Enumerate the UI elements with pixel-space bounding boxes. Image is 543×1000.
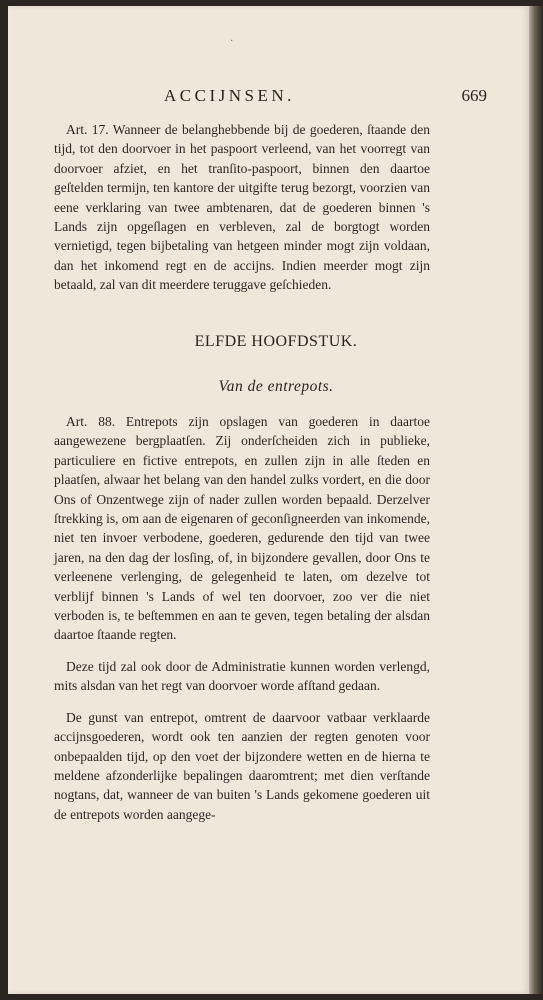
book-page	[8, 6, 529, 994]
paragraph-art-88: Art. 88. Entrepots zijn opslagen van goederen in daartoe aangewezene bergplaatſen. Zij onderſcheiden zich in publieke, particuliere en fictive entrepots, en zullen zijn in alle ſteden en plaatſen, alwaar het belang van den handel zulks vordert, en die door Ons of Onzentwege zijn of nader zullen worden bepaald. Derzelver ſtrekking is, om aan de eigenaren of geconſigneerden van inkomende, niet ten invoer verbodene, goederen, gedurende den tijd van twee jaren, na den dag der losſing, of, in bijzondere gevallen, door Ons te verleenene verlenging, de gelegenheid te laten, om dezelve tot verblijf binnen 's Lands of wel ten doorvoer, zoo ver die niet verboden is, te beſtemmen en aan te geven, tegen betaling der alsdan daartoe ſtaande regten.	[54, 414, 430, 643]
section-title: Van de entrepots.	[218, 378, 334, 395]
page-number: 669	[461, 86, 487, 105]
paragraph-entrepot-favor: De gunst van entrepot, omtrent de daarvoor vatbaar verklaarde accijnsgoederen, wordt ook ten aanzien der regten genoten voor onbepaalden tijd, op den voet der bijzondere wetten en de hierna te meldene afzonderlijke bepalingen daaromtrent; met dien verſtande nogtans, dat, wanneer de van buiten 's Lands gekomene goederen uit de entrepots worden aangege-	[54, 709, 430, 822]
paragraph-extension: Deze tijd zal ook door de Administratie kunnen worden verlengd, mits alsdan van het regt van doorvoer worde afſtand gedaan.	[54, 658, 430, 694]
body-text	[54, 412, 430, 824]
running-head: ACCIJNSEN.	[164, 86, 295, 105]
page-edge	[529, 6, 543, 994]
paragraph-art-17: Art. 17. Wanneer de belanghebbende bij de goederen, ſtaande den tijd, tot den doorvoer in het paspoort verleend, van het voorregt van doorvoer afziet, en het tranſito-paspoort, binnen den daartoe geſtelden termijn, ten kantore der uitgifte terug bezorgt, voorzien van eene verklaring van twee ambtenaren, dat de goederen binnen 's Lands zijn opgeſlagen en verbleven, zal de borgtogt worden vernietigd, tegen bijbetaling van hetgeen minder mogt zijn voldaan, dan het inkomend regt en de accijns. Indien meerder mogt zijn betaald, zal van dit meerdere teruggave geſchieden.	[54, 122, 430, 293]
ink-speck: ·	[230, 36, 234, 47]
page-header	[46, 86, 491, 112]
article-17-text	[54, 120, 430, 295]
chapter-title: ELFDE HOOFDSTUK.	[194, 333, 358, 350]
